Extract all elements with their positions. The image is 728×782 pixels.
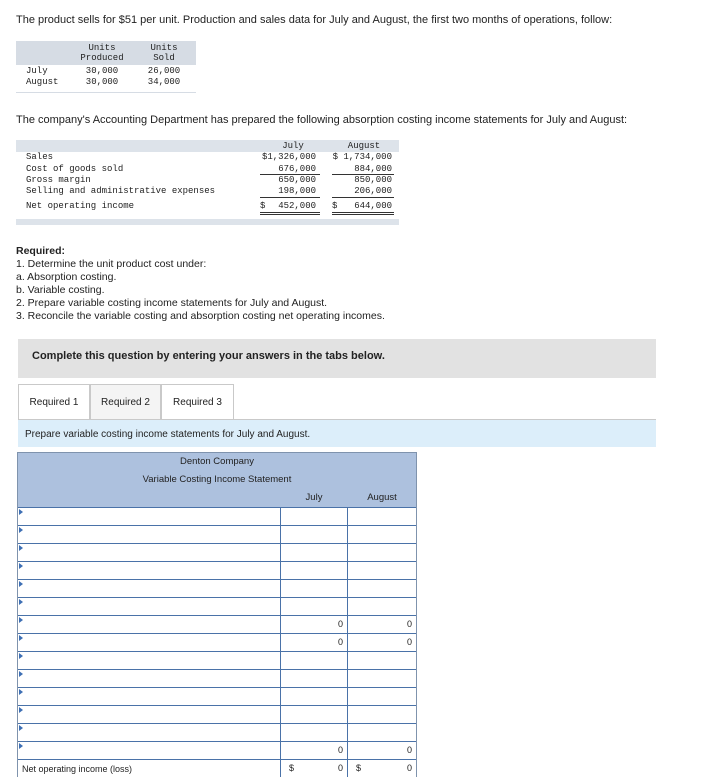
worksheet-label-cell[interactable] — [18, 598, 281, 615]
worksheet-col-august: August — [367, 492, 397, 503]
accounting-intro-text: The company's Accounting Department has prepared the following absorption costing income statements for July and August: — [16, 114, 628, 126]
units-table-footer — [16, 92, 196, 93]
units-row-august-sold: 34,000 — [147, 77, 181, 87]
units-row-july-produced: 30,000 — [85, 66, 119, 76]
worksheet-row — [18, 579, 416, 597]
worksheet-row — [18, 669, 416, 687]
worksheet-august-cell[interactable] — [348, 634, 416, 651]
worksheet-company-name: Denton Company — [18, 453, 416, 471]
units-row-august-month: August — [26, 77, 59, 87]
header-units-sold-2: Sold — [153, 53, 175, 63]
income-sales-july: $1,326,000 — [261, 152, 316, 162]
worksheet-august-cell[interactable] — [348, 652, 416, 669]
net-july-value: 0 — [337, 763, 343, 773]
worksheet-label-cell[interactable] — [18, 580, 281, 597]
required-item-1: 1. Determine the unit product cost under: — [16, 258, 207, 270]
worksheet-july-cell[interactable] — [281, 706, 348, 723]
income-statement-footer — [16, 219, 399, 225]
dropdown-arrow-icon[interactable] — [19, 689, 23, 695]
dropdown-arrow-icon[interactable] — [19, 527, 23, 533]
worksheet-july-cell[interactable] — [281, 598, 348, 615]
dropdown-arrow-icon[interactable] — [19, 707, 23, 713]
worksheet-august-cell[interactable] — [348, 526, 416, 543]
worksheet-july-cell[interactable] — [281, 562, 348, 579]
worksheet-row — [18, 543, 416, 561]
income-net-august-symbol: $ — [332, 201, 338, 211]
tab-required-1[interactable]: Required 1 — [18, 384, 90, 420]
units-row-july-sold: 26,000 — [147, 66, 181, 76]
dropdown-arrow-icon[interactable] — [19, 509, 23, 515]
income-gross-margin-august: 850,000 — [354, 175, 392, 185]
worksheet-net-july-cell[interactable] — [281, 760, 348, 777]
worksheet-label-cell[interactable] — [18, 634, 281, 651]
worksheet-net-august-cell[interactable] — [348, 760, 416, 777]
net-august-dollar-sign: $ — [356, 763, 362, 773]
worksheet-july-value: 0 — [337, 745, 343, 755]
worksheet-label-cell[interactable] — [18, 742, 281, 759]
prompt-text: Prepare variable costing income statements for July and August. — [25, 429, 311, 440]
dropdown-arrow-icon[interactable] — [19, 653, 23, 659]
worksheet-row — [18, 507, 416, 525]
worksheet-july-cell[interactable] — [281, 544, 348, 561]
worksheet-august-cell[interactable] — [348, 562, 416, 579]
income-net-july-symbol: $ — [260, 201, 266, 211]
worksheet-july-value: 0 — [337, 637, 343, 647]
worksheet-label-cell[interactable] — [18, 688, 281, 705]
worksheet-statement-title: Variable Costing Income Statement — [18, 471, 416, 489]
net-july-dollar-sign: $ — [289, 763, 295, 773]
variable-costing-worksheet — [17, 452, 417, 777]
income-label-cogs: Cost of goods sold — [26, 164, 124, 174]
required-item-1a: a. Absorption costing. — [16, 271, 117, 283]
worksheet-column-header — [18, 489, 416, 507]
header-units-produced-1: Units — [88, 43, 116, 53]
units-row-august-produced: 30,000 — [85, 77, 119, 87]
income-gross-margin-july: 650,000 — [278, 175, 316, 185]
worksheet-july-cell[interactable] — [281, 724, 348, 741]
income-label-gross-margin: Gross margin — [26, 175, 91, 185]
dropdown-arrow-icon[interactable] — [19, 617, 23, 623]
required-item-3: 3. Reconcile the variable costing and absorption costing net operating incomes. — [16, 310, 385, 322]
absorption-income-statement — [16, 140, 399, 226]
dropdown-arrow-icon[interactable] — [19, 581, 23, 587]
income-selling-admin-august: 206,000 — [354, 186, 392, 196]
worksheet-row — [18, 723, 416, 741]
intro-text: The product sells for $51 per unit. Production and sales data for July and August, the first two months of operations, follow: — [16, 14, 613, 26]
net-august-value: 0 — [406, 763, 412, 773]
worksheet-july-cell[interactable] — [281, 742, 348, 759]
worksheet-july-cell[interactable] — [281, 652, 348, 669]
worksheet-july-cell[interactable] — [281, 634, 348, 651]
worksheet-label-cell[interactable] — [18, 508, 281, 525]
income-col-august: August — [347, 141, 381, 151]
dropdown-arrow-icon[interactable] — [19, 743, 23, 749]
dropdown-arrow-icon[interactable] — [19, 671, 23, 677]
income-double-underline-august-a — [332, 212, 394, 213]
worksheet-label-cell[interactable] — [18, 544, 281, 561]
worksheet-august-cell[interactable] — [348, 688, 416, 705]
worksheet-august-value: 0 — [406, 637, 412, 647]
units-table — [16, 41, 196, 93]
dropdown-arrow-icon[interactable] — [19, 599, 23, 605]
worksheet-row — [18, 597, 416, 615]
dropdown-arrow-icon[interactable] — [19, 563, 23, 569]
dropdown-arrow-icon[interactable] — [19, 725, 23, 731]
worksheet-row — [18, 561, 416, 579]
worksheet-july-cell[interactable] — [281, 580, 348, 597]
worksheet-august-cell[interactable] — [348, 742, 416, 759]
header-units-produced-2: Produced — [80, 53, 124, 63]
income-double-underline-july-a — [260, 212, 320, 213]
worksheet-july-cell[interactable] — [281, 688, 348, 705]
income-underline-july-2 — [260, 197, 320, 198]
worksheet-august-cell[interactable] — [348, 544, 416, 561]
worksheet-august-cell[interactable] — [348, 616, 416, 633]
required-item-2: 2. Prepare variable costing income statements for July and August. — [16, 297, 328, 309]
required-item-1b: b. Variable costing. — [16, 284, 105, 296]
required-section — [16, 245, 385, 323]
worksheet-august-cell[interactable] — [348, 670, 416, 687]
tab-required-2[interactable]: Required 2 — [90, 384, 161, 420]
units-row-july-month: July — [26, 66, 48, 76]
worksheet-august-cell[interactable] — [348, 508, 416, 525]
prompt-banner — [18, 420, 656, 447]
income-underline-august-2 — [332, 197, 394, 198]
worksheet-row — [18, 525, 416, 543]
income-double-underline-july-b — [260, 214, 320, 215]
worksheet-label-cell[interactable] — [18, 706, 281, 723]
worksheet-july-cell[interactable] — [281, 508, 348, 525]
worksheet-august-cell[interactable] — [348, 598, 416, 615]
instruction-banner — [18, 339, 656, 378]
worksheet-row — [18, 651, 416, 669]
instruction-text: Complete this question by entering your answers in the tabs below. — [32, 350, 385, 362]
worksheet-col-july: July — [305, 492, 323, 503]
worksheet-row — [18, 705, 416, 723]
income-label-net-operating: Net operating income — [26, 201, 135, 211]
income-label-selling-admin: Selling and administrative expenses — [26, 186, 216, 196]
worksheet-row — [18, 615, 416, 633]
income-net-august: 644,000 — [354, 201, 392, 211]
worksheet-label-cell[interactable] — [18, 562, 281, 579]
worksheet-row — [18, 633, 416, 651]
worksheet-label-cell[interactable] — [18, 670, 281, 687]
income-cogs-august: 884,000 — [354, 164, 392, 174]
income-double-underline-august-b — [332, 214, 394, 215]
worksheet-july-cell[interactable] — [281, 526, 348, 543]
dropdown-arrow-icon[interactable] — [19, 545, 23, 551]
worksheet-label-cell[interactable] — [18, 724, 281, 741]
required-heading: Required: — [16, 245, 66, 257]
income-sales-august: $ 1,734,000 — [332, 152, 392, 162]
income-cogs-july: 676,000 — [278, 164, 316, 174]
income-net-july: 452,000 — [278, 201, 316, 211]
worksheet-july-cell[interactable] — [281, 670, 348, 687]
income-selling-admin-july: 198,000 — [278, 186, 316, 196]
worksheet-july-value: 0 — [337, 619, 343, 629]
header-units-sold-1: Units — [150, 43, 178, 53]
worksheet-august-cell[interactable] — [348, 580, 416, 597]
worksheet-row — [18, 741, 416, 759]
income-col-july: July — [282, 141, 304, 151]
dropdown-arrow-icon[interactable] — [19, 635, 23, 641]
income-label-sales: Sales — [26, 152, 54, 162]
worksheet-label-cell[interactable] — [18, 616, 281, 633]
worksheet-net-label-cell — [18, 760, 281, 777]
worksheet-august-value: 0 — [406, 745, 412, 755]
worksheet-net-row — [18, 759, 416, 777]
worksheet-august-value: 0 — [406, 619, 412, 629]
tab-required-3[interactable]: Required 3 — [161, 384, 234, 420]
worksheet-july-cell[interactable] — [281, 616, 348, 633]
net-operating-income-label: Net operating income (loss) — [22, 764, 133, 774]
worksheet-label-cell[interactable] — [18, 652, 281, 669]
worksheet-august-cell[interactable] — [348, 724, 416, 741]
worksheet-label-cell[interactable] — [18, 526, 281, 543]
worksheet-august-cell[interactable] — [348, 706, 416, 723]
worksheet-row — [18, 687, 416, 705]
